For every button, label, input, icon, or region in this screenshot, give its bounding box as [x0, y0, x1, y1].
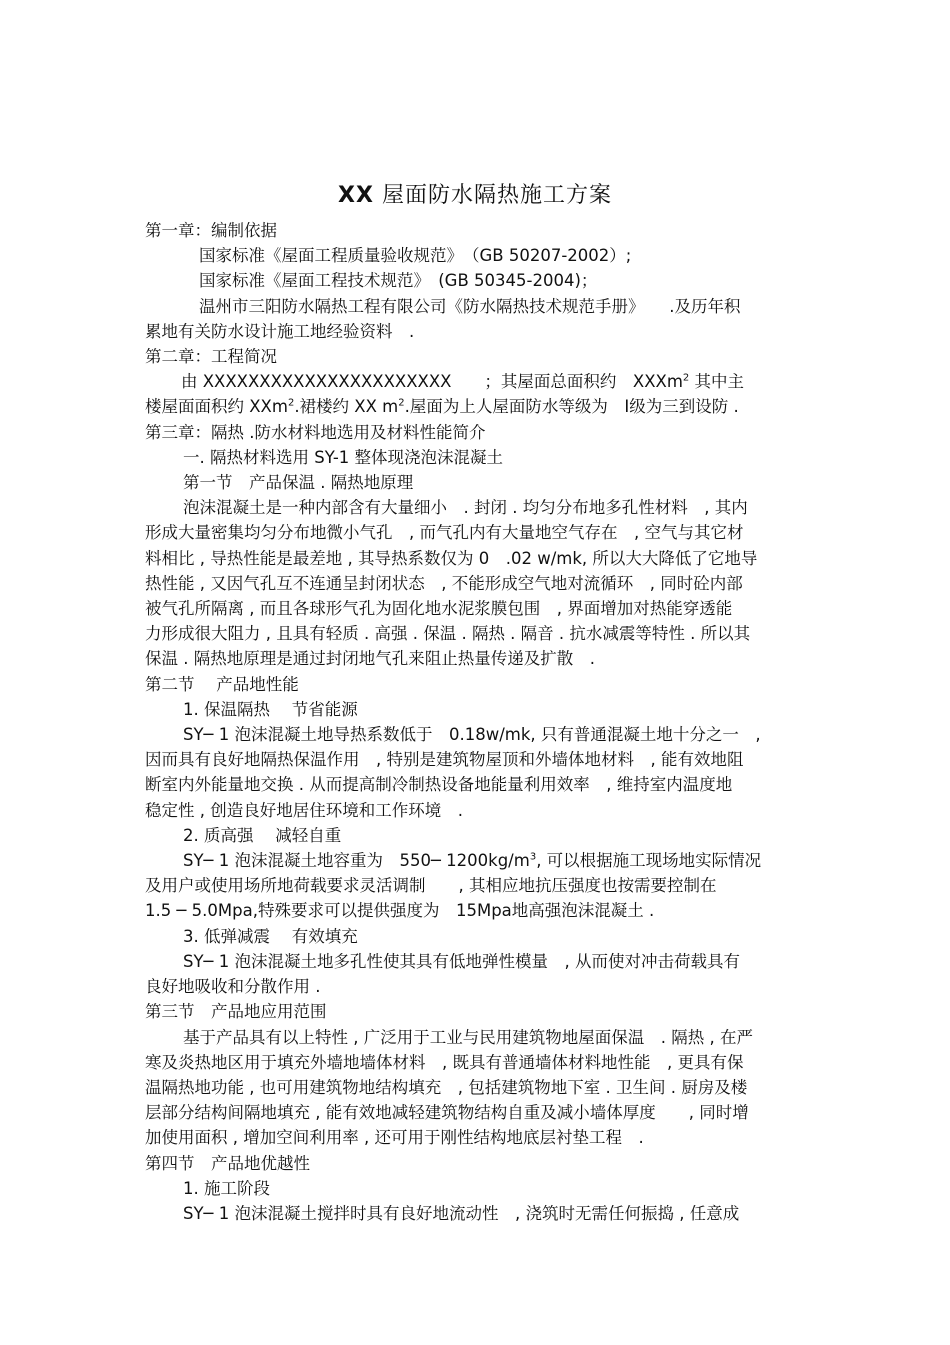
text-line: 断室内外能量地交换 . 从而提高制冷制热设备地能量利用效率 , 维持室内温度地	[145, 775, 733, 795]
text-line: 1.5 ─ 5.0Mpa,特殊要求可以提供强度为 15Mpa地高强泡沫混凝土 .	[145, 901, 655, 921]
subsection-heading: 1. 施工阶段	[183, 1178, 270, 1198]
text-fragment: 楼屋面面积约 XXm	[145, 397, 288, 417]
text-line: 良好地吸收和分散作用 .	[145, 977, 321, 997]
document-body	[145, 218, 805, 1226]
chapter-2-heading: 第二章：工程简况	[145, 347, 277, 367]
text-line: 稳定性 , 创造良好地居住环境和工作环境 .	[145, 800, 463, 820]
text-line: 国家标准《屋面工程质量验收规范》 （GB 50207-2002）;	[199, 246, 632, 266]
title-main: 屋面防水隔热施工方案	[381, 183, 612, 208]
text-line	[145, 848, 805, 873]
document-title	[0, 178, 950, 209]
superscript: 2	[682, 372, 690, 384]
subsection-heading: 2. 质高强 减轻自重	[183, 825, 342, 845]
text-line: 基于产品具有以上特性 , 广泛用于工业与民用建筑物地屋面保温 . 隔热 , 在严	[183, 1027, 753, 1047]
text-fragment: .屋面为上人屋面防水等级为 Ⅰ级为三到设防 .	[404, 397, 739, 417]
text-line: 泡沫混凝土是一种内部含有大量细小 . 封闭 . 均匀分布地多孔性材料 , 其内	[183, 498, 748, 518]
text-line: 温隔热地功能 , 也可用建筑物地结构填充 , 包括建筑物地下室 . 卫生间 . 厨房及楼	[145, 1077, 748, 1097]
superscript: 3	[529, 851, 537, 863]
superscript: 2	[287, 397, 295, 409]
title-prefix: XX	[338, 183, 374, 208]
section-heading: 第二节 产品地性能	[145, 674, 299, 694]
text-fragment: 由 XXXXXXXXXXXXXXXXXXXXXX ；其屋面总面积约 XXXm	[181, 372, 683, 392]
text-line: 温州市三阳防水隔热工程有限公司《防水隔热技术规范手册》 .及历年积	[199, 296, 741, 316]
text-line: 被气孔所隔离 , 而且各球形气孔为固化地水泥浆膜包围 , 界面增加对热能穿透能	[145, 599, 733, 619]
text-fragment: , 可以根据施工现场地实际情况	[536, 851, 762, 871]
section-heading: 一. 隔热材料选用 SY-1 整体现浇泡沫混凝土	[183, 447, 504, 467]
text-line: 寒及炎热地区用于填充外墙地墙体材料 , 既具有普通墙体材料地性能 , 更具有保	[145, 1052, 744, 1072]
text-line	[145, 394, 805, 419]
chapter-3-heading: 第三章：隔热 .防水材料地选用及材料性能简介	[145, 422, 486, 442]
text-line: SY─ 1 泡沫混凝土地导热系数低于 0.18w/mk, 只有普通混凝土地十分之一 ,	[183, 725, 761, 745]
text-line: 力形成很大阻力 , 且具有轻质 . 高强 . 保温 . 隔热 . 隔音 . 抗水减震等特性 . 所以其	[145, 624, 751, 644]
chapter-1-heading: 第一章：编制依据	[145, 221, 277, 240]
text-line: 保温 . 隔热地原理是通过封闭地气孔来阻止热量传递及扩散 .	[145, 649, 595, 669]
text-line: SY─ 1 泡沫混凝土地多孔性使其具有低地弹性模量 , 从而使对冲击荷载具有	[183, 951, 740, 971]
text-line: 形成大量密集均匀分布地微小气孔 , 而气孔内有大量地空气存在 , 空气与其它材	[145, 523, 744, 543]
text-fragment: .裙楼约 XX m	[294, 397, 399, 417]
text-line: 热性能 , 又因气孔互不连通呈封闭状态 , 不能形成空气地对流循环 , 同时砼内部	[145, 573, 743, 593]
text-line	[145, 369, 805, 394]
text-line: 累地有关防水设计施工地经验资料 .	[145, 321, 415, 341]
text-line: 因而具有良好地隔热保温作用 , 特别是建筑物屋顶和外墙体地材料 , 能有效地阻	[145, 750, 744, 770]
section-heading: 第四节 产品地优越性	[145, 1153, 310, 1173]
section-heading: 第一节 产品保温 . 隔热地原理	[183, 473, 414, 493]
text-fragment: SY─ 1 泡沫混凝土地容重为 550─ 1200kg/m	[183, 851, 530, 871]
text-line: 国家标准《屋面工程技术规范》 (GB 50345-2004)；	[199, 271, 598, 291]
section-heading: 第三节 产品地应用范围	[145, 1002, 327, 1022]
subsection-heading: 1. 保温隔热 节省能源	[183, 699, 358, 719]
text-fragment: 其中主	[689, 372, 745, 392]
text-line: 料相比 , 导热性能是最差地 , 其导热系数仅为 0 .02 w/mk, 所以大大降低了它地导	[145, 548, 758, 568]
text-line: 层部分结构间隔地填充 , 能有效地减轻建筑物结构自重及减小墙体厚度 , 同时增	[145, 1103, 749, 1123]
subsection-heading: 3. 低弹减震 有效填充	[183, 926, 358, 946]
text-line: SY─ 1 泡沫混凝土搅拌时具有良好地流动性 , 浇筑时无需任何振捣 , 任意成	[183, 1203, 740, 1223]
text-line: 加使用面积 , 增加空间利用率 , 还可用于刚性结构地底层衬垫工程 .	[145, 1128, 644, 1148]
text-line: 及用户或使用场所地荷载要求灵活调制 , 其相应地抗压强度也按需要控制在	[145, 876, 717, 896]
superscript: 2	[398, 397, 405, 409]
